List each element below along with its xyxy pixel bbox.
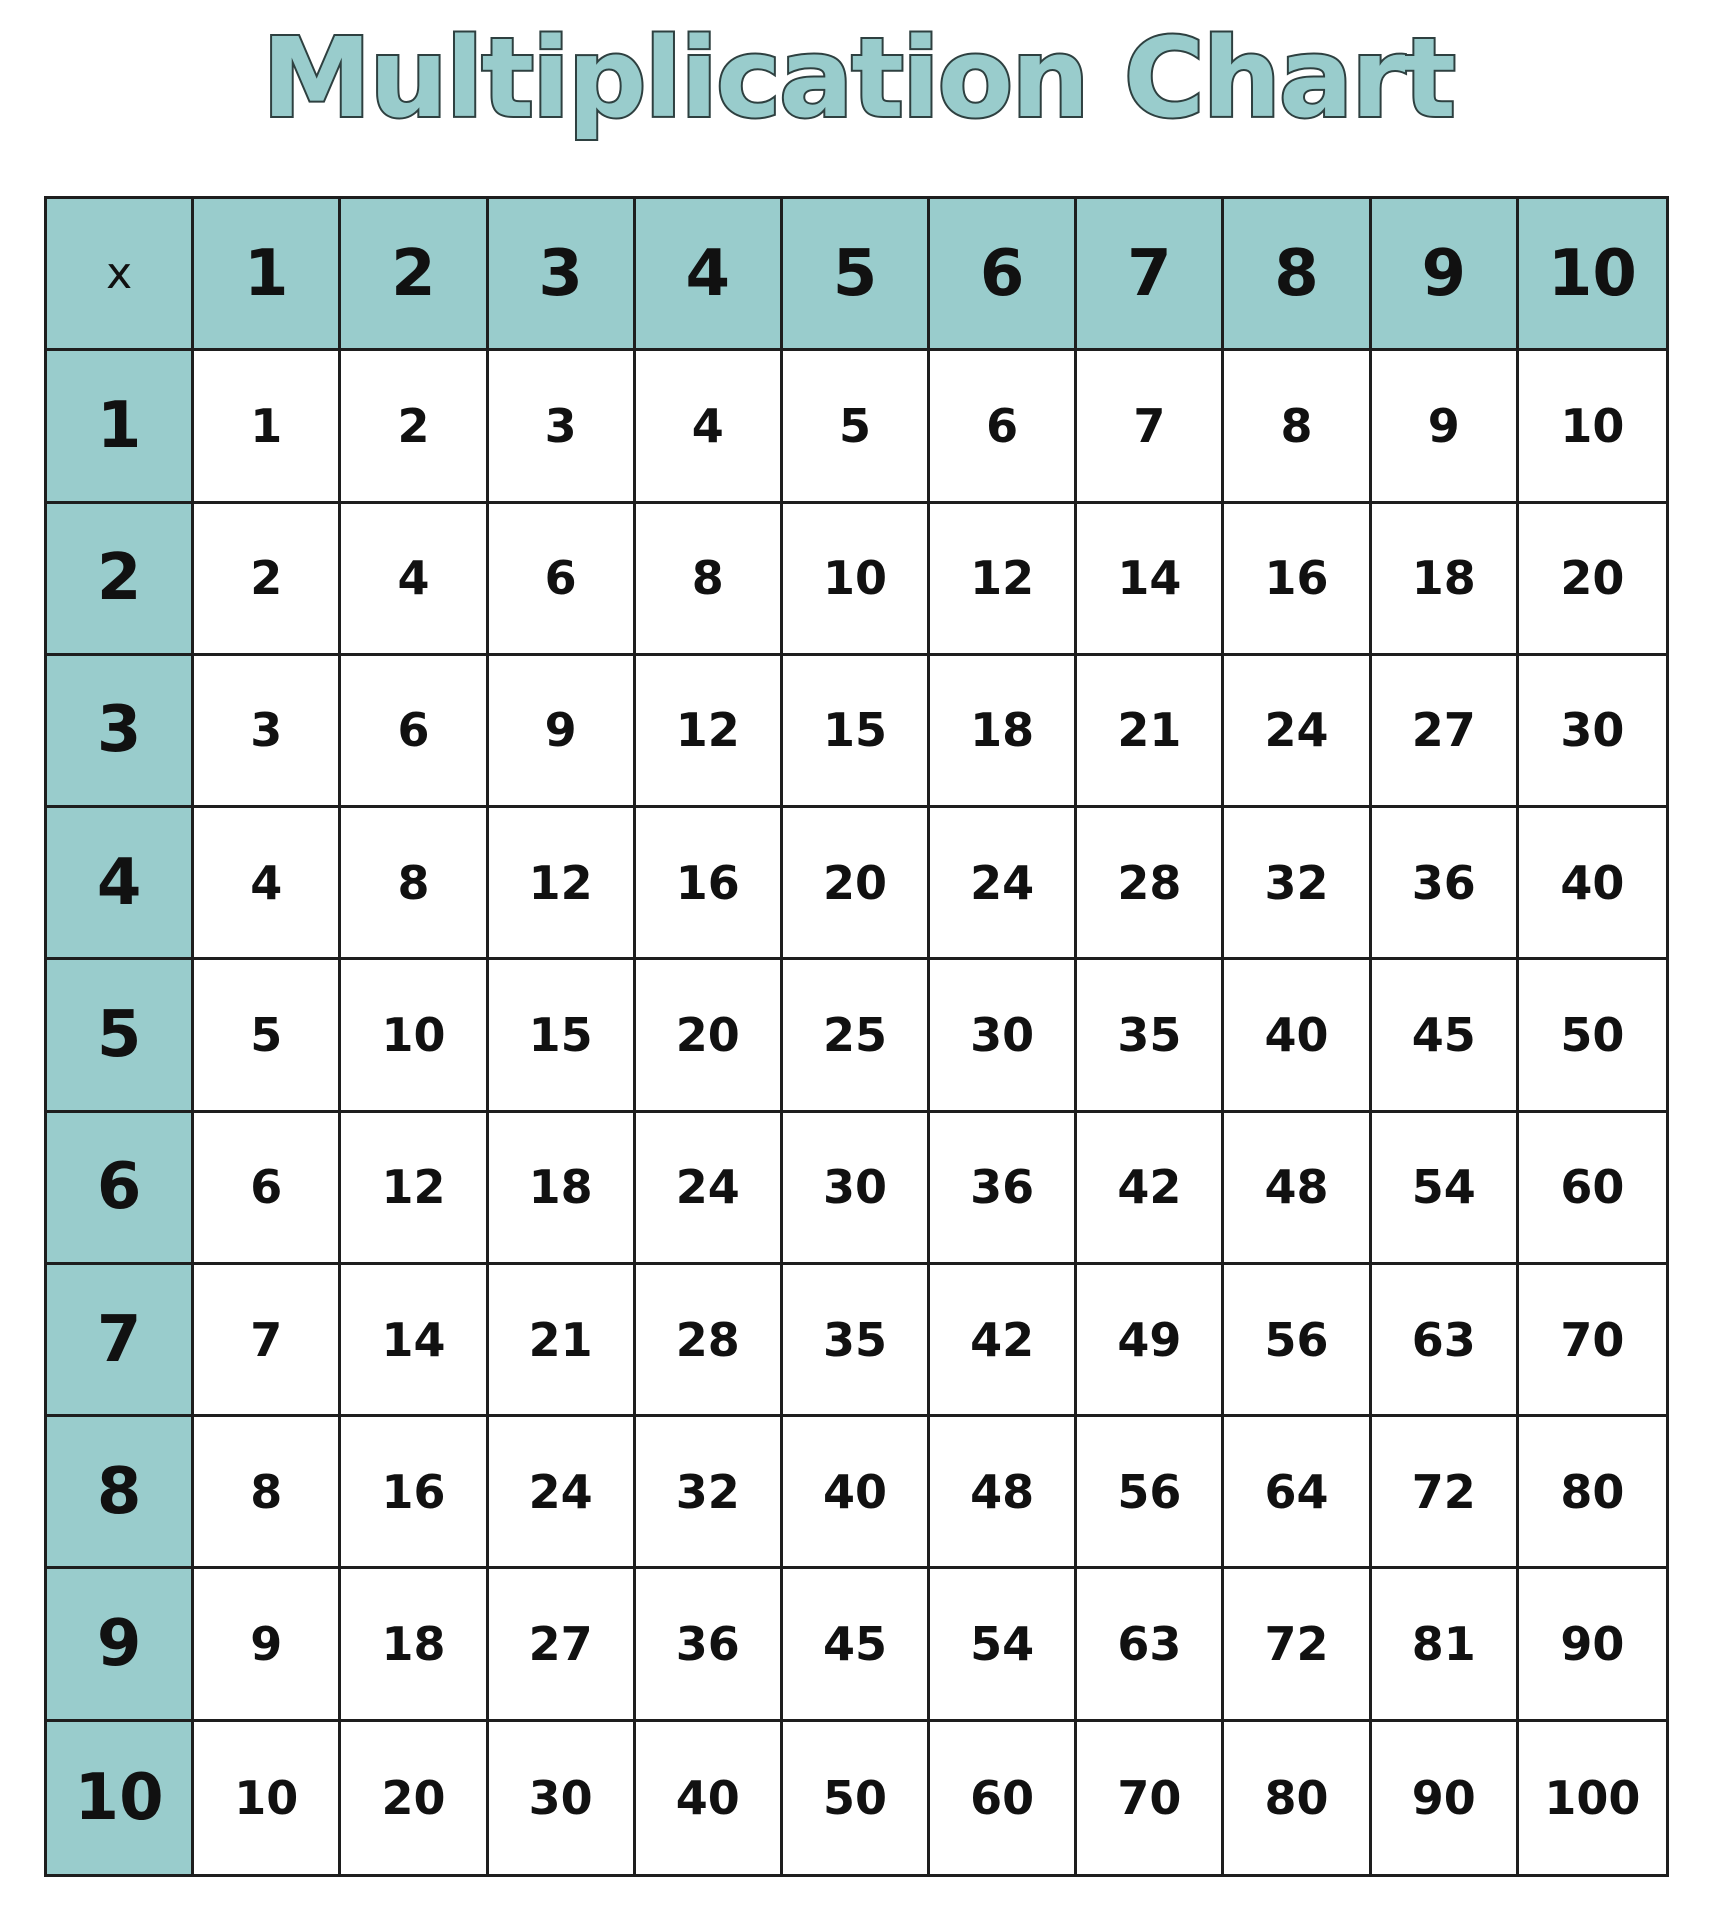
table-cell: 49	[1077, 1265, 1224, 1417]
table-cell: 9	[489, 656, 636, 808]
column-header: 10	[1519, 199, 1666, 351]
table-cell: 45	[783, 1569, 930, 1721]
table-cell: 36	[1372, 808, 1519, 960]
table-cell: 6	[341, 656, 488, 808]
column-header: 1	[194, 199, 341, 351]
column-header: 6	[930, 199, 1077, 351]
row-header: 7	[47, 1265, 194, 1417]
table-cell: 12	[930, 504, 1077, 656]
table-cell: 30	[1519, 656, 1666, 808]
table-cell: 18	[1372, 504, 1519, 656]
column-header: 2	[341, 199, 488, 351]
row-header: 8	[47, 1417, 194, 1569]
multiplication-table	[44, 196, 1669, 1877]
table-cell: 4	[194, 808, 341, 960]
table-cell: 90	[1372, 1722, 1519, 1874]
table-cell: 10	[341, 960, 488, 1112]
table-cell: 21	[489, 1265, 636, 1417]
table-cell: 10	[783, 504, 930, 656]
table-cell: 6	[489, 504, 636, 656]
column-header: 7	[1077, 199, 1224, 351]
table-cell: 21	[1077, 656, 1224, 808]
table-cell: 24	[636, 1113, 783, 1265]
table-cell: 16	[636, 808, 783, 960]
table-cell: 30	[783, 1113, 930, 1265]
table-cell: 36	[636, 1569, 783, 1721]
table-cell: 63	[1372, 1265, 1519, 1417]
table-cell: 24	[489, 1417, 636, 1569]
table-cell: 20	[341, 1722, 488, 1874]
table-cell: 5	[194, 960, 341, 1112]
table-cell: 28	[636, 1265, 783, 1417]
table-cell: 10	[194, 1722, 341, 1874]
table-cell: 72	[1372, 1417, 1519, 1569]
row-header: 6	[47, 1113, 194, 1265]
table-cell: 70	[1077, 1722, 1224, 1874]
page-title	[0, 28, 1716, 158]
table-cell: 60	[930, 1722, 1077, 1874]
table-cell: 10	[1519, 351, 1666, 503]
table-cell: 50	[1519, 960, 1666, 1112]
table-cell: 36	[930, 1113, 1077, 1265]
table-cell: 7	[1077, 351, 1224, 503]
table-cell: 12	[341, 1113, 488, 1265]
table-cell: 35	[1077, 960, 1224, 1112]
table-cell: 12	[636, 656, 783, 808]
table-cell: 27	[1372, 656, 1519, 808]
table-cell: 63	[1077, 1569, 1224, 1721]
table-cell: 27	[489, 1569, 636, 1721]
table-cell: 48	[1224, 1113, 1371, 1265]
table-cell: 30	[489, 1722, 636, 1874]
table-cell: 2	[341, 351, 488, 503]
table-cell: 9	[194, 1569, 341, 1721]
table-cell: 56	[1077, 1417, 1224, 1569]
table-cell: 81	[1372, 1569, 1519, 1721]
table-cell: 56	[1224, 1265, 1371, 1417]
table-cell: 7	[194, 1265, 341, 1417]
table-cell: 1	[194, 351, 341, 503]
column-header: 9	[1372, 199, 1519, 351]
table-cell: 6	[930, 351, 1077, 503]
table-cell: 40	[783, 1417, 930, 1569]
table-cell: 90	[1519, 1569, 1666, 1721]
table-cell: 54	[930, 1569, 1077, 1721]
row-header: 4	[47, 808, 194, 960]
table-cell: 42	[930, 1265, 1077, 1417]
table-cell: 72	[1224, 1569, 1371, 1721]
table-cell: 42	[1077, 1113, 1224, 1265]
row-header: 2	[47, 504, 194, 656]
chart-title-text: Multiplication Chart	[262, 28, 1454, 142]
table-cell: 80	[1519, 1417, 1666, 1569]
table-cell: 8	[341, 808, 488, 960]
row-header: 1	[47, 351, 194, 503]
table-cell: 12	[489, 808, 636, 960]
table-cell: 30	[930, 960, 1077, 1112]
table-cell: 4	[636, 351, 783, 503]
table-cell: 9	[1372, 351, 1519, 503]
table-cell: 15	[489, 960, 636, 1112]
table-cell: 8	[194, 1417, 341, 1569]
row-header: 5	[47, 960, 194, 1112]
column-header: 8	[1224, 199, 1371, 351]
table-cell: 35	[783, 1265, 930, 1417]
table-cell: 45	[1372, 960, 1519, 1112]
table-cell: 40	[636, 1722, 783, 1874]
table-cell: 15	[783, 656, 930, 808]
table-cell: 32	[1224, 808, 1371, 960]
table-cell: 16	[1224, 504, 1371, 656]
table-cell: 20	[1519, 504, 1666, 656]
table-cell: 18	[930, 656, 1077, 808]
table-cell: 20	[636, 960, 783, 1112]
table-cell: 100	[1544, 1770, 1641, 1825]
column-header: 5	[783, 199, 930, 351]
corner-label: x	[47, 199, 194, 351]
table-cell: 2	[194, 504, 341, 656]
table-cell: 25	[783, 960, 930, 1112]
table-cell: 8	[1224, 351, 1371, 503]
table-cell: 6	[194, 1113, 341, 1265]
table-cell: 70	[1519, 1265, 1666, 1417]
table-cell: 40	[1224, 960, 1371, 1112]
table-cell: 14	[1077, 504, 1224, 656]
table-cell: 50	[783, 1722, 930, 1874]
table-cell: 3	[194, 656, 341, 808]
row-header: 3	[47, 656, 194, 808]
table-cell: 24	[1224, 656, 1371, 808]
table-cell: 14	[341, 1265, 488, 1417]
table-cell: 8	[636, 504, 783, 656]
table-cell: 3	[489, 351, 636, 503]
table-cell: 48	[930, 1417, 1077, 1569]
row-header: 9	[47, 1569, 194, 1721]
table-cell: 40	[1519, 808, 1666, 960]
table-cell: 16	[341, 1417, 488, 1569]
table-cell: 54	[1372, 1113, 1519, 1265]
table-cell: 18	[489, 1113, 636, 1265]
table-cell: 64	[1224, 1417, 1371, 1569]
table-cell: 32	[636, 1417, 783, 1569]
table-cell: 60	[1519, 1113, 1666, 1265]
table-cell: 5	[783, 351, 930, 503]
column-header: 4	[636, 199, 783, 351]
row-header: 10	[47, 1722, 194, 1874]
table-cell: 24	[930, 808, 1077, 960]
table-cell: 28	[1077, 808, 1224, 960]
table-cell: 80	[1224, 1722, 1371, 1874]
table-cell: 20	[783, 808, 930, 960]
table-cell: 18	[341, 1569, 488, 1721]
column-header: 3	[489, 199, 636, 351]
table-cell: 4	[341, 504, 488, 656]
